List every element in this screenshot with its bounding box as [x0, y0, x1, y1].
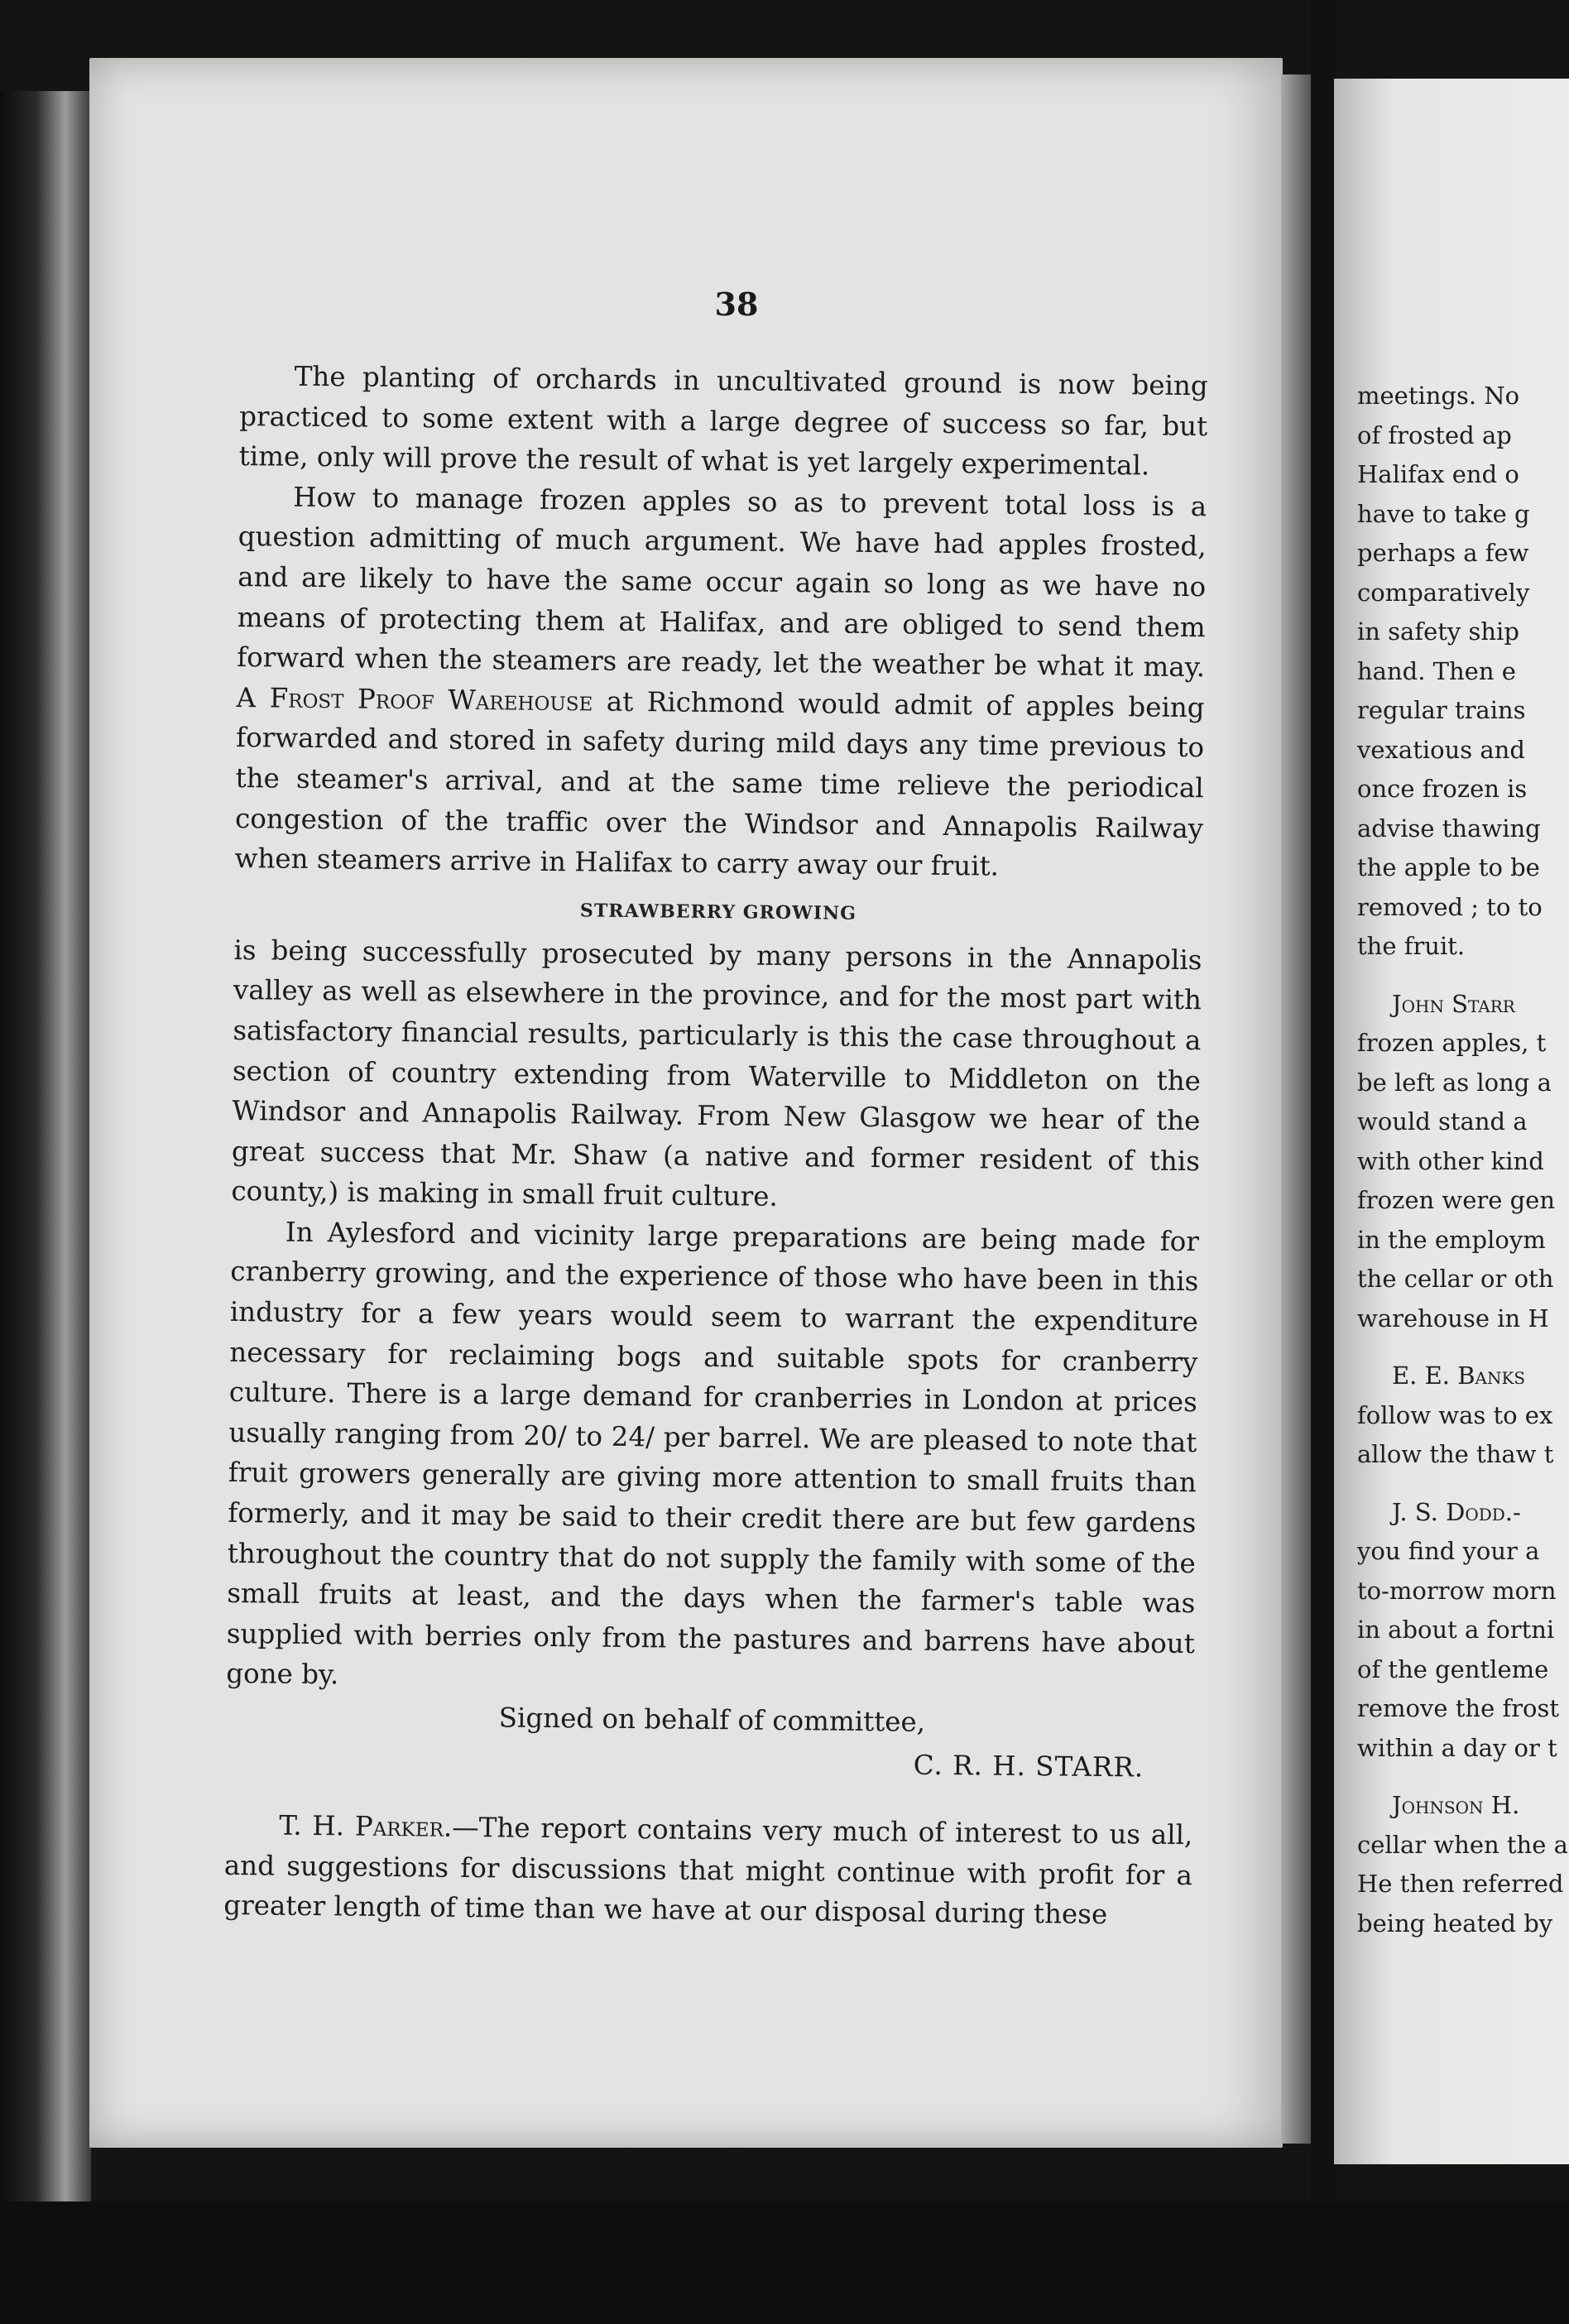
page-edge-shadow: [1281, 74, 1311, 2144]
right-line-speaker: John Starr: [1392, 989, 1515, 1018]
right-line: in the employm: [1357, 1225, 1546, 1254]
paragraph-strawberry: is being successfully prosecuted by many persons in the Annapolis valley as well as elsewhere in the province, and for the most part with satisfactory financial results, particularly is this the case throughout a section of country extending from Waterville to Middleton on the Windsor and Annapolis Railway. From New Glasgow we hear of the great success that Mr. Shaw (a native and former resident of this county,) is making in small fruit culture.: [231, 934, 1202, 1213]
section-heading-strawberry: STRAWBERRY GROWING: [579, 900, 857, 924]
right-line: follow was to ex: [1357, 1400, 1553, 1429]
right-line: frozen apples, t: [1357, 1029, 1547, 1057]
right-line: Halifax end o: [1357, 460, 1519, 488]
right-line: regular trains: [1357, 696, 1526, 724]
right-line: perhaps a few: [1357, 539, 1529, 567]
paragraph-parker: [223, 1805, 1192, 1936]
right-line: in safety ship: [1357, 617, 1519, 646]
right-line: frozen were gen: [1357, 1186, 1556, 1214]
page-body: [223, 356, 1208, 1936]
right-page-text: [1357, 377, 1569, 1943]
right-line: comparatively: [1357, 578, 1530, 607]
right-line: remove the frost: [1357, 1694, 1560, 1722]
right-line: cellar when the a: [1357, 1830, 1568, 1859]
frost-proof-warehouse-name: Frost Proof Warehouse: [269, 682, 593, 718]
right-line: advise thawing: [1357, 814, 1541, 843]
scan-background: [0, 2202, 1569, 2324]
paragraph-frozen-apples: [234, 477, 1207, 889]
right-line: He then referred: [1357, 1870, 1564, 1898]
right-line: the cellar or oth: [1357, 1265, 1554, 1293]
right-line-speaker: J. S. Dodd.-: [1392, 1497, 1521, 1526]
right-line: in about a fortni: [1357, 1616, 1555, 1644]
right-line: once frozen is: [1357, 775, 1528, 803]
speaker-name: T. H. Parker.: [279, 1809, 453, 1843]
right-line: the apple to be: [1357, 853, 1540, 881]
right-line: removed ; to to: [1357, 892, 1543, 921]
signed-line: Signed on behalf of committee,: [498, 1702, 926, 1738]
right-line: the fruit.: [1357, 932, 1466, 960]
right-line: allow the thaw t: [1357, 1440, 1554, 1468]
right-line: with other kind: [1357, 1146, 1544, 1175]
right-line: vexatious and: [1357, 735, 1525, 764]
right-line-speaker: E. E. Banks: [1392, 1361, 1526, 1390]
right-line: warehouse in H: [1357, 1304, 1549, 1332]
right-line: hand. Then e: [1357, 656, 1516, 685]
right-line: being heated by: [1357, 1909, 1553, 1937]
right-line: would stand a: [1357, 1107, 1528, 1136]
frozen-apples-text: How to manage frozen apples so as to prevent total loss is a question admitting of much argument. We have had apples frosted, and are likely to have the same occur again so long as we have no means of protecting them at Halifax, and are obliged to send them forward when the steamers are ready, let the weather be what it may.: [236, 481, 1207, 684]
right-line: be left as long a: [1357, 1068, 1552, 1097]
right-line: within a day or t: [1357, 1733, 1557, 1762]
right-line: of frosted ap: [1357, 420, 1512, 449]
right-line: you find your a: [1357, 1537, 1540, 1565]
right-line: have to take g: [1357, 499, 1530, 528]
signer-name: C. R. H. STARR.: [913, 1749, 1144, 1784]
speaker-text: —The report contains very much of interest to us all, and suggestions for discussions that might continue with profit for a greater length of time than we have at our disposal during these: [223, 1811, 1193, 1931]
right-line: of the gentleme: [1357, 1654, 1549, 1683]
paragraph-cranberry: In Aylesford and vicinity large preparations are being made for cranberry growing, and the experience of those who have been in this industry for a few years would seem to warrant the expenditure necessary for reclaiming bogs and suitable spots for cranberry culture. There is a large demand for cranberries in London at prices usually ranging from 20/ to 24/ per barrel. We are pleased to note that fruit growers generally are giving more attention to small fruits than formerly, and it may be said to their credit there are but few gardens throughout the country that do not supply the family with some of the small fruits at least, and the days when the farmer's table was supplied with berries only from the pastures and barrens have about gone by.: [226, 1216, 1200, 1691]
right-line: meetings. No: [1357, 382, 1520, 410]
right-line: to-morrow morn: [1357, 1576, 1557, 1605]
book-binding: [0, 91, 91, 2210]
right-line-speaker: Johnson H.: [1392, 1791, 1520, 1819]
paragraph-orchards: The planting of orchards in uncultivated ground is now being practiced to some extent with a large degree of success so far, but time, only will prove the result of what is yet largely experimental.: [238, 360, 1208, 482]
page-gutter: [1311, 0, 1336, 2324]
frost-proof-rest: at Richmond would admit of apples being forwarded and stored in safety during mild days any time previous to the steamer's arrival, and at the same time relieve the periodical congestion of the traffic over the Windsor and Annapolis Railway when steamers arrive in Halifax to carry away our fruit.: [234, 685, 1205, 882]
frost-proof-lead: A: [236, 681, 257, 713]
page-number: 38: [714, 286, 759, 323]
